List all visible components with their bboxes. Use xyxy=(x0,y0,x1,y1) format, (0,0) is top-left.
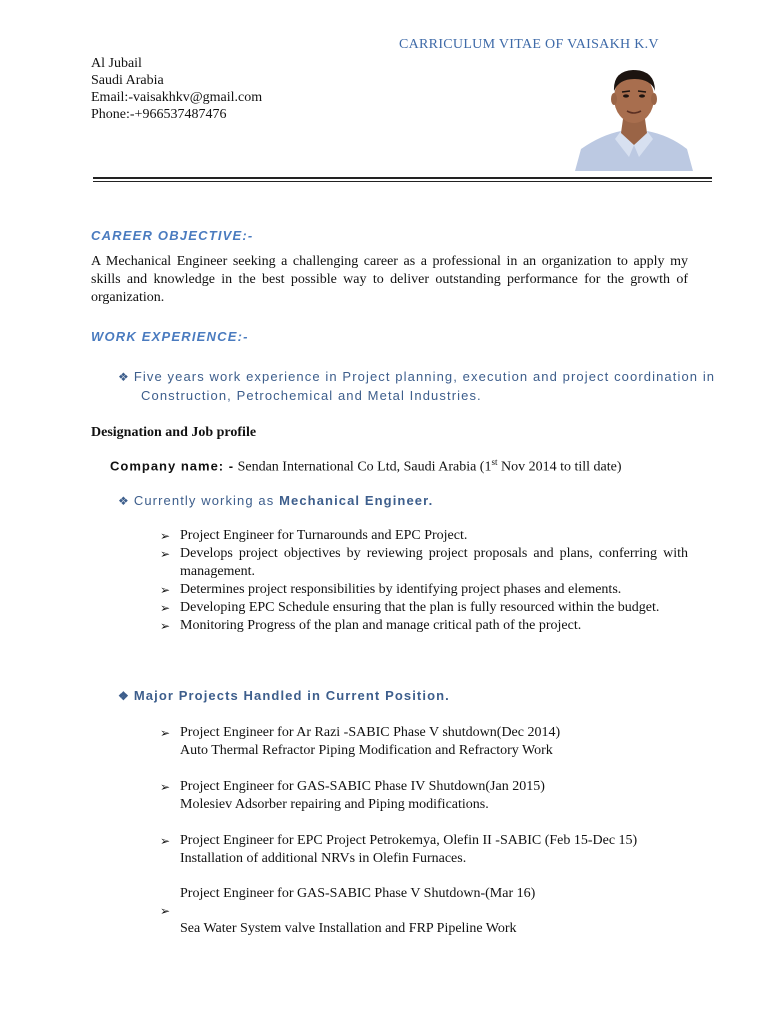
career-objective-text: A Mechanical Engineer seeking a challenging career as a professional in an organization to apply my skills and knowledge in the best possible way to deliver outstanding performance for the growth of organization. xyxy=(91,254,688,305)
current-role-prefix: Currently working as xyxy=(133,493,280,508)
arrow-bullet-icon: ➢ xyxy=(160,529,171,543)
company-name: Sendan International Co Ltd, Saudi Arabia (1 xyxy=(237,459,492,475)
company-label: Company name: - xyxy=(110,458,235,474)
project-detail: Auto Thermal Refractor Piping Modification and Refractory Work xyxy=(180,743,553,758)
list-item: ➢ Develops project objectives by reviewing project proposals and plans, conferring with management. xyxy=(160,546,688,579)
project-title: Project Engineer for EPC Project Petrokemya, Olefin II -SABIC (Feb 15-Dec 15) xyxy=(180,833,638,848)
contact-country: Saudi Arabia xyxy=(91,73,164,88)
company-date-sup: st xyxy=(491,457,498,467)
major-projects-heading: ❖ Major Projects Handled in Current Position. xyxy=(118,688,450,703)
arrow-bullet-icon: ➢ xyxy=(160,726,171,740)
experience-summary-line1: ❖ Five years work experience in Project planning, execution and project coordination in xyxy=(118,369,716,384)
arrow-bullet-icon: ➢ xyxy=(160,601,171,615)
arrow-bullet-icon: ➢ xyxy=(160,834,171,848)
company-date: Nov 2014 to till date) xyxy=(497,459,622,475)
contact-phone: Phone:-+966537487476 xyxy=(91,107,227,122)
arrow-bullet-icon: ➢ xyxy=(160,583,171,597)
header-divider-thin xyxy=(93,181,712,182)
project-title: Project Engineer for GAS-SABIC Phase IV Shutdown(Jan 2015) xyxy=(180,779,545,794)
project-item xyxy=(160,724,700,760)
contact-block xyxy=(91,55,262,123)
career-objective-heading: CAREER OBJECTIVE:- xyxy=(91,228,254,243)
list-item: ➢ Project Engineer for Turnarounds and EPC Project. xyxy=(160,528,468,543)
diamond-bullet-icon: ❖ xyxy=(118,689,130,703)
diamond-bullet-icon: ❖ xyxy=(118,370,130,384)
header-divider xyxy=(93,177,712,179)
arrow-bullet-icon: ➢ xyxy=(160,547,171,561)
list-item: ➢ Monitoring Progress of the plan and manage critical path of the project. xyxy=(160,618,582,633)
current-role: Mechanical Engineer. xyxy=(279,493,434,508)
list-item: ➢ Developing EPC Schedule ensuring that the plan is fully resourced within the budget. xyxy=(160,600,660,615)
project-detail: Sea Water System valve Installation and FRP Pipeline Work xyxy=(180,921,517,936)
project-detail: Molesiev Adsorber repairing and Piping modifications. xyxy=(180,797,489,812)
contact-city: Al Jubail xyxy=(91,56,142,71)
contact-email: Email:-vaisakhkv@gmail.com xyxy=(91,90,263,105)
arrow-bullet-icon: ➢ xyxy=(160,904,171,918)
arrow-bullet-icon: ➢ xyxy=(160,780,171,794)
designation-heading: Designation and Job profile xyxy=(91,425,257,440)
project-item xyxy=(160,778,700,814)
diamond-bullet-icon: ❖ xyxy=(118,494,130,508)
project-title: Project Engineer for GAS-SABIC Phase V Shutdown-(Mar 16) xyxy=(180,886,536,901)
cv-title: CARRICULUM VITAE OF VAISAKH K.V xyxy=(399,37,659,52)
project-title: Project Engineer for Ar Razi -SABIC Phase V shutdown(Dec 2014) xyxy=(180,725,561,740)
project-item xyxy=(160,885,700,938)
current-role-line xyxy=(118,493,433,508)
responsibilities-list xyxy=(160,527,688,635)
company-line xyxy=(110,457,622,476)
work-experience-heading: WORK EXPERIENCE:- xyxy=(91,329,249,344)
list-item: ➢ Determines project responsibilities by identifying project phases and elements. xyxy=(160,582,622,597)
experience-summary-line2: Construction, Petrochemical and Metal Industries. xyxy=(141,388,482,403)
project-item xyxy=(160,832,700,868)
project-detail: Installation of additional NRVs in Olefin Furnaces. xyxy=(180,851,467,866)
profile-photo xyxy=(571,61,697,171)
arrow-bullet-icon: ➢ xyxy=(160,619,171,633)
